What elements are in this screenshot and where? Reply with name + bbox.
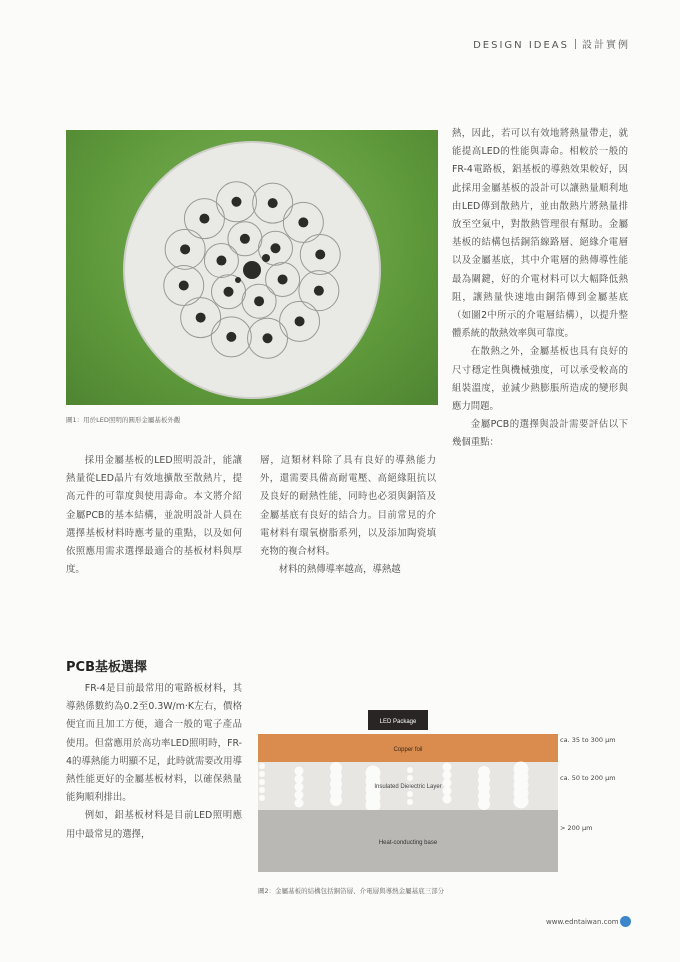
led-chip (263, 333, 273, 343)
figure-caption: 圖2：金屬基板的結構包括銅箔層、介電層與導熱金屬基底三部分 (258, 887, 445, 895)
filler-particle (407, 775, 413, 781)
filler-particle (259, 787, 265, 793)
header-separator (575, 39, 576, 49)
led-chip (314, 286, 324, 296)
led-chip (180, 244, 190, 254)
filler-particle (407, 799, 413, 805)
filler-particle (443, 787, 452, 796)
footer-url: www.edntaiwan.com (546, 918, 619, 926)
header-section: DESIGN IDEAS (473, 40, 569, 51)
filler-particle (259, 795, 265, 801)
paragraph: 金屬PCB的選擇與設計需要評估以下幾個重點： (452, 419, 628, 449)
led-chip (298, 217, 308, 227)
filler-particle (478, 774, 490, 786)
filler-particle (295, 775, 304, 784)
paragraph: 材料的熱傳導率越高，導熱越 (278, 564, 401, 576)
section-heading: PCB基板選擇 (66, 660, 147, 675)
filler-particle (443, 771, 452, 780)
filler-particle (295, 791, 304, 800)
text-column-left (66, 452, 242, 579)
led-package-label: LED Package (379, 719, 417, 725)
led-chip (231, 197, 241, 207)
led-chip (315, 249, 325, 259)
led-chip (179, 281, 189, 291)
copper-foil-label: Copper foil (393, 747, 423, 753)
text-column-left-lower (66, 680, 242, 844)
base-thickness-label: > 200 µm (560, 824, 593, 832)
header-subsection: 設計實例 (582, 40, 630, 51)
filler-particle (330, 778, 342, 790)
filler-particle (259, 771, 265, 777)
metal-pcb-layer-diagram (258, 708, 558, 878)
paragraph: 在散熱之外，金屬基板也具有良好的尺寸穩定性與機械強度，可以承受較高的組裝溫度，並減少熱膨脹所造成的變形與應力問題。 (452, 346, 628, 413)
paragraph: 例如，鋁基板材料是目前LED照明應用中最常見的選擇， (66, 810, 242, 840)
led-chip (270, 243, 280, 253)
led-chip (295, 316, 305, 326)
filler-particle (295, 767, 304, 776)
filler-particle (443, 795, 452, 804)
led-chip (196, 313, 206, 323)
dielectric-layer-label: Insulated Dielectric Layer (374, 784, 442, 790)
filler-particle (514, 762, 529, 777)
base-layer-label: Heat-conducting base (378, 840, 438, 846)
filler-particle (259, 763, 265, 769)
page-marker-icon (620, 916, 631, 927)
pcb-photo (66, 130, 438, 405)
led-chip (254, 296, 264, 306)
copper-thickness-label: ca. 35 to 300 µm (560, 736, 616, 744)
paragraph: 採用金屬基板的LED照明設計，能讓熱量從LED晶片有效地擴散至散熱片，提高元件的可靠度與使用壽命。本文將介紹金屬PCB的基本結構，並說明設計人員在選擇基板材料時應考量的重點，以及如何依照應用需求選擇最適合的基板材料與厚度。 (66, 455, 242, 576)
led-chip (268, 198, 278, 208)
page-header (473, 36, 630, 51)
text-column-right (452, 125, 628, 453)
filler-particle (407, 767, 413, 773)
led-chip (226, 332, 236, 342)
paragraph: 熱，因此，若可以有效地將熱量帶走，就能提高LED的性能與壽命。相較於一般的FR-4電路板，鋁基板的導熱效果較好，因此採用金屬基板的設計可以讓熱量順利地由LED傳到散熱片，並由散熱片將熱量排放至空氣中，對散熱管理很有幫助。金屬基板的結構包括銅箔線路層、絕緣介電層以及金屬基底，其中介電層的熱傳導性能最為關鍵，好的介電材料可以大幅降低熱阻，讓熱量快速地由銅箔傳到金屬基底（如圖2中所示的介電層結構），以提升整體系統的散熱效率與可靠度。 (452, 128, 628, 340)
led-chip (224, 287, 234, 297)
filler-particle (514, 786, 529, 801)
led-chip (199, 214, 209, 224)
filler-particle (295, 783, 304, 792)
filler-particle (295, 799, 304, 808)
filler-particle (443, 779, 452, 788)
paragraph: FR-4是目前最常用的電路板材料，其導熱係數約為0.2至0.3W/m·K左右，價格便宜而且加工方便，適合一般的電子產品使用。但當應用於高功率LED照明時，FR-4的導熱能力明顯不足，此時就需要改用導熱性能更好的金屬基板材料，以確保熱量能夠順利排出。 (66, 683, 242, 804)
paragraph: 層，這類材料除了具有良好的導熱能力外，還需要具備高耐電壓、高絕緣阻抗以及良好的耐熱性能，同時也必須與銅箔及金屬基底有良好的結合力。目前常見的介電材料有環氧樹脂系列，以及添加陶瓷填充物的複合材料。 (260, 455, 436, 558)
filler-particle (330, 794, 342, 806)
filler-particle (366, 790, 381, 805)
filler-particle (443, 763, 452, 772)
round-metal-pcb-illustration (66, 130, 438, 405)
dielectric-thickness-label: ca. 50 to 200 µm (560, 774, 616, 782)
text-column-middle (260, 452, 436, 579)
photo-caption: 圖1：用於LED照明的圓形金屬基板外觀 (66, 416, 181, 424)
filler-particle (407, 791, 413, 797)
led-chip (278, 274, 288, 284)
filler-particle (259, 779, 265, 785)
led-chip (216, 256, 226, 266)
filler-particle (478, 790, 490, 802)
filler-particle (330, 762, 342, 774)
led-chip (240, 234, 250, 244)
